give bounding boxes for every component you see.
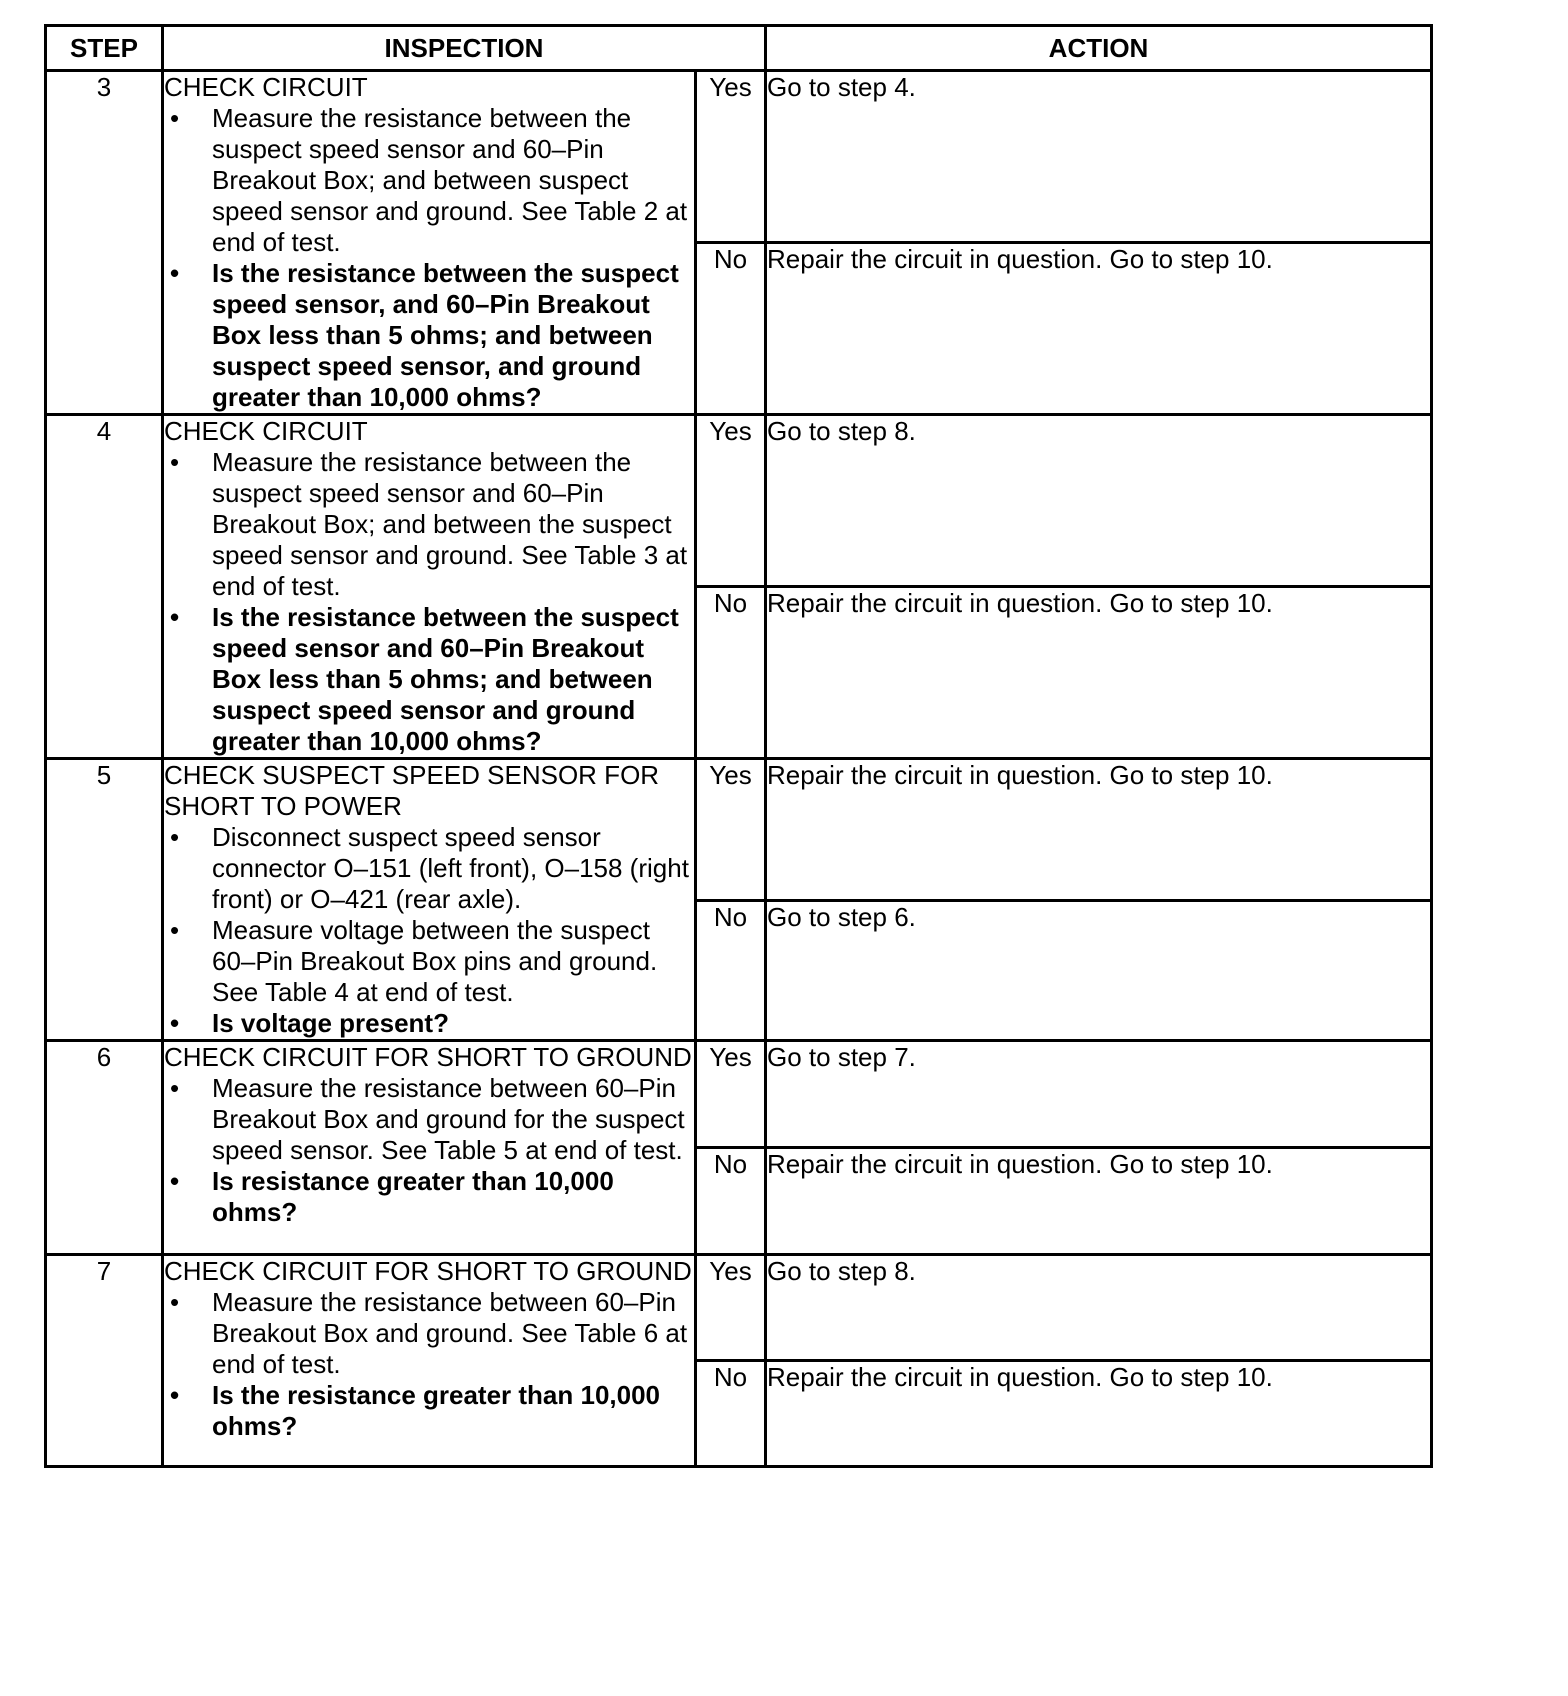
header-inspection: INSPECTION — [163, 26, 766, 71]
inspection-title: CHECK SUSPECT SPEED SENSOR FOR SHORT TO POWER — [164, 760, 660, 821]
yes-label: Yes — [696, 1255, 766, 1361]
inspection-question: • Is the resistance between the suspect speed sensor and 60–Pin Breakout Box less than 5 ohms; and between suspect speed sensor and ground greater than 10,000 ohms? — [164, 602, 694, 757]
no-action: Repair the circuit in question. Go to step 10. — [766, 1148, 1432, 1255]
yes-action: Go to step 8. — [766, 415, 1432, 587]
inspection-step: • Measure the resistance between 60–Pin Breakout Box and ground. See Table 6 at end of test. — [164, 1287, 694, 1380]
step-number: 3 — [46, 71, 163, 415]
no-label: No — [696, 587, 766, 759]
yes-action: Repair the circuit in question. Go to step 10. — [766, 759, 1432, 901]
yes-action: Go to step 8. — [766, 1255, 1432, 1361]
inspection-bullets — [164, 103, 694, 413]
inspection-bullets — [164, 1073, 694, 1228]
inspection-cell — [163, 415, 696, 759]
no-action: Repair the circuit in question. Go to step 10. — [766, 243, 1432, 415]
inspection-title: CHECK CIRCUIT FOR SHORT TO GROUND — [164, 1042, 692, 1072]
inspection-step: • Measure voltage between the suspect 60–Pin Breakout Box pins and ground. See Table 4 at end of test. — [164, 915, 694, 1008]
header-row — [46, 26, 1432, 71]
yes-label: Yes — [696, 759, 766, 901]
inspection-bullets — [164, 822, 694, 1039]
inspection-question: • Is resistance greater than 10,000 ohms? — [164, 1166, 694, 1228]
inspection-title: CHECK CIRCUIT — [164, 416, 368, 446]
yes-action: Go to step 4. — [766, 71, 1432, 243]
no-action: Repair the circuit in question. Go to step 10. — [766, 1361, 1432, 1467]
step-number: 7 — [46, 1255, 163, 1467]
inspection-question: • Is the resistance between the suspect speed sensor, and 60–Pin Breakout Box less than 5 ohms; and between suspect speed sensor, and ground greater than 10,000 ohms? — [164, 258, 694, 413]
inspection-cell — [163, 759, 696, 1041]
inspection-cell — [163, 71, 696, 415]
step-number: 5 — [46, 759, 163, 1041]
inspection-cell — [163, 1041, 696, 1255]
yes-label: Yes — [696, 1041, 766, 1148]
no-action: Go to step 6. — [766, 900, 1432, 1040]
header-step: STEP — [46, 26, 163, 71]
inspection-question: • Is the resistance greater than 10,000 ohms? — [164, 1380, 694, 1442]
inspection-bullets — [164, 447, 694, 757]
header-action: ACTION — [766, 26, 1432, 71]
inspection-question: • Is voltage present? — [164, 1008, 694, 1039]
no-label: No — [696, 1361, 766, 1467]
inspection-step: • Measure the resistance between the suspect speed sensor and 60–Pin Breakout Box; and between the suspect speed sensor and ground. See Table 3 at end of test. — [164, 447, 694, 602]
no-action: Repair the circuit in question. Go to step 10. — [766, 587, 1432, 759]
step-row-yes — [46, 1255, 1432, 1361]
diagnostic-table — [44, 24, 1433, 1468]
no-label: No — [696, 243, 766, 415]
inspection-step: • Disconnect suspect speed sensor connector O–151 (left front), O–158 (right front) or O–421 (rear axle). — [164, 822, 694, 915]
step-row-yes — [46, 71, 1432, 243]
inspection-bullets — [164, 1287, 694, 1442]
step-row-yes — [46, 415, 1432, 587]
no-label: No — [696, 1148, 766, 1255]
yes-label: Yes — [696, 71, 766, 243]
inspection-title: CHECK CIRCUIT — [164, 72, 368, 102]
step-row-yes — [46, 759, 1432, 901]
no-label: No — [696, 900, 766, 1040]
inspection-step: • Measure the resistance between 60–Pin Breakout Box and ground for the suspect speed sensor. See Table 5 at end of test. — [164, 1073, 694, 1166]
inspection-cell — [163, 1255, 696, 1467]
yes-label: Yes — [696, 415, 766, 587]
inspection-title: CHECK CIRCUIT FOR SHORT TO GROUND — [164, 1256, 692, 1286]
inspection-step: • Measure the resistance between the suspect speed sensor and 60–Pin Breakout Box; and between suspect speed sensor and ground. See Table 2 at end of test. — [164, 103, 694, 258]
step-row-yes — [46, 1041, 1432, 1148]
step-number: 4 — [46, 415, 163, 759]
step-number: 6 — [46, 1041, 163, 1255]
yes-action: Go to step 7. — [766, 1041, 1432, 1148]
